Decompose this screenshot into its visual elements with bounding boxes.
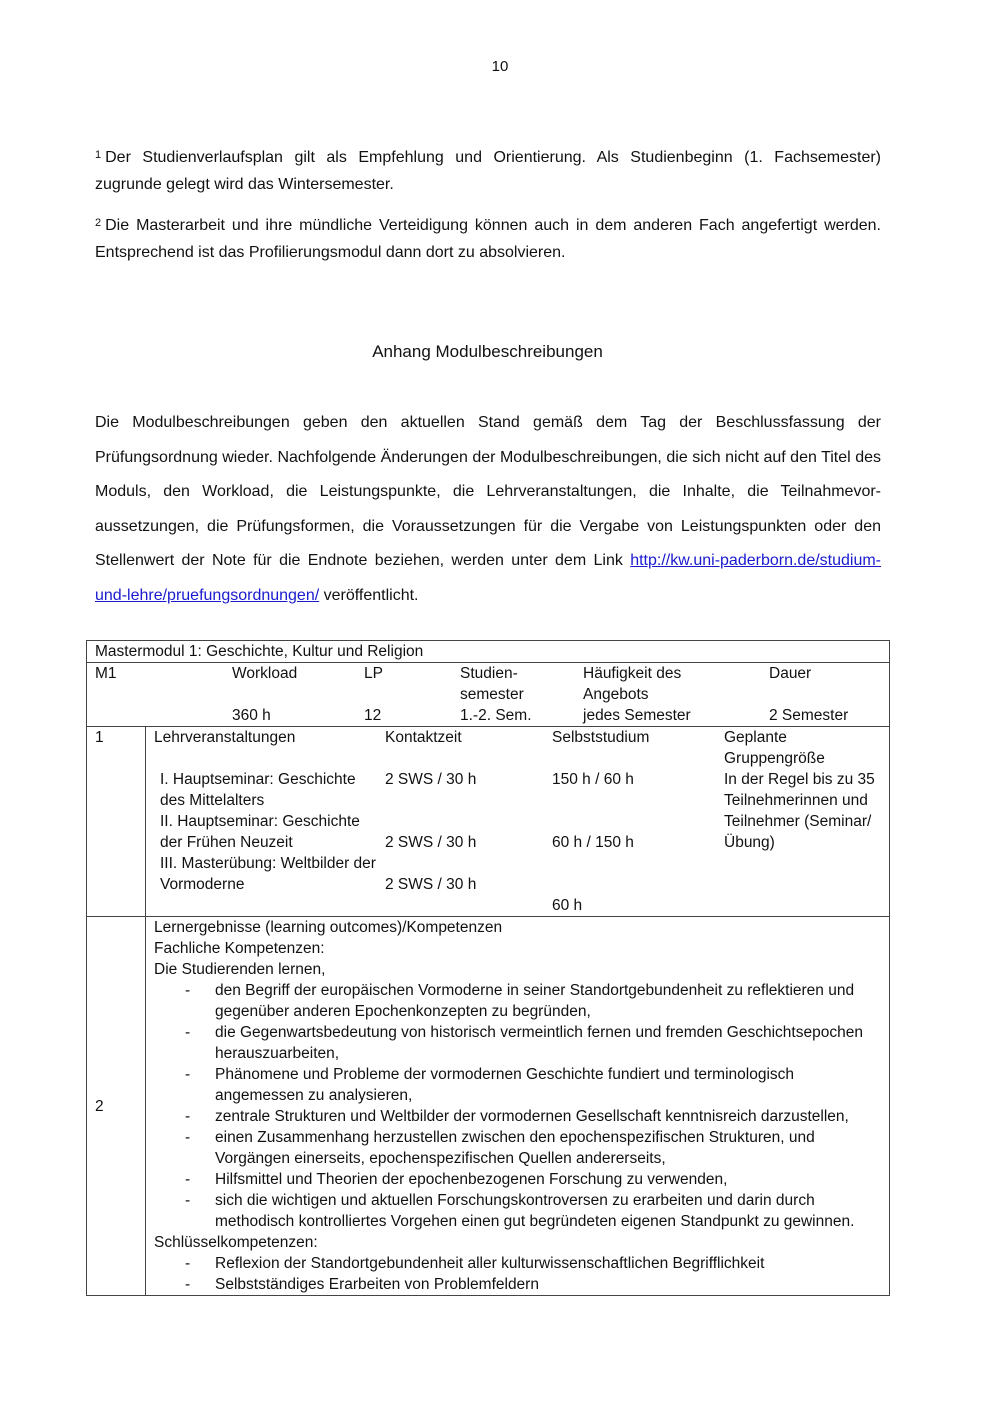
semester-label: Studien- — [460, 665, 518, 682]
row-number-2: 2 — [87, 917, 146, 1296]
list-item: - einen Zusammenhang herzustellen zwischen den epochenspezifischen Strukturen, und Vorgängen einerseits, epochenspezifischen Quellen andererseits, — [154, 1127, 881, 1169]
workload-cell — [232, 663, 364, 726]
list-item: - Reflexion der Standortgebundenheit aller kulturwissenschaftlichen Begrifflichkeit — [154, 1253, 881, 1274]
regulations-link[interactable]: http://kw.uni-paderborn.de/studium-und-lehre/pruefungsordnungen/ — [95, 552, 882, 604]
frequency-value: jedes Semester — [583, 707, 691, 724]
group-size-text: In der Regel bis zu 35 Teilnehmerinnen und Teilnehmer (Seminar/Übung) — [724, 771, 875, 851]
contact-value-2: 2 SWS / 30 h — [385, 834, 477, 851]
contact-value-3: 2 SWS / 30 h — [385, 876, 477, 893]
footnote-mark: 1 — [95, 149, 102, 161]
row-number-1: 1 — [87, 727, 146, 917]
group-size-cell — [724, 727, 889, 916]
list-item: - Selbstständiges Erarbeiten von Problemfeldern — [154, 1274, 881, 1295]
course-item-2: II. Hauptseminar: Geschichte der Frühen Neuzeit — [160, 813, 360, 851]
subject-competences-intro: Die Studierenden lernen, — [154, 961, 326, 978]
duration-label: Dauer — [769, 665, 812, 682]
self-study-value-1: 150 h / 60 h — [552, 771, 634, 788]
list-item: - Phänomene und Probleme der vormodernen Geschichte fundiert und terminologisch angemessen zu analysieren, — [154, 1064, 881, 1106]
lp-label: LP — [364, 665, 383, 682]
footnote-2 — [95, 212, 881, 266]
module-code: M1 — [95, 665, 117, 682]
frequency-label: Häufigkeit des — [583, 665, 682, 682]
self-study-value-2: 60 h / 150 h — [552, 834, 634, 851]
workload-value: 360 h — [232, 707, 271, 724]
frequency-label-2: Angebots — [583, 686, 649, 703]
self-study-cell — [552, 727, 724, 916]
workload-label: Workload — [232, 665, 298, 682]
lp-value: 12 — [364, 707, 382, 724]
list-item: - den Begriff der europäischen Vormoderne in seiner Standortgebundenheit zu reflektieren und gegenüber anderen Epochenkonzepten zu begründen, — [154, 980, 881, 1022]
group-size-header: Geplante Gruppengröße — [724, 729, 825, 767]
duration-value: 2 Semester — [769, 707, 849, 724]
semester-label-2: semester — [460, 686, 524, 703]
page-number: 10 — [491, 58, 509, 75]
footnote-text: Die Masterarbeit und ihre mündliche Verteidigung können auch in dem anderen Fach angefertigt werden. Entsprechend ist das Profilierungsmodul dann dort zu absolvieren. — [95, 217, 881, 261]
semester-value: 1.-2. Sem. — [460, 707, 532, 724]
course-item-3: III. Masterübung: Weltbilder der Vormoderne — [160, 855, 376, 893]
duration-cell — [759, 663, 889, 726]
intro-tail: veröffentlicht. — [323, 586, 419, 604]
list-item: - die Gegenwartsbedeutung von historisch vermeintlich fernen und fremden Geschichtsepochen herauszuarbeiten, — [154, 1022, 881, 1064]
courses-cell — [146, 727, 385, 916]
module-meta-row — [87, 663, 890, 727]
list-item: - sich die wichtigen und aktuellen Forschungskontroversen zu erarbeiten und darin durch methodisch kontrolliertes Vorgehen einen gut begründeten eigenen Standpunkt zu gewinnen. — [154, 1190, 881, 1232]
contact-value-1: 2 SWS / 30 h — [385, 771, 477, 788]
key-competences-title: Schlüsselkompetenzen: — [154, 1234, 318, 1251]
semester-cell — [460, 663, 583, 726]
section-heading: Anhang Modulbeschreibungen — [372, 342, 603, 361]
module-title: Mastermodul 1: Geschichte, Kultur und Religion — [87, 641, 890, 663]
outcomes-title: Lernergebnisse (learning outcomes)/Kompetenzen — [154, 919, 503, 936]
contact-cell — [385, 727, 552, 916]
footnote-mark: 2 — [95, 217, 102, 229]
courses-header: Lehrveranstaltungen — [154, 729, 296, 746]
module-code-cell — [87, 663, 232, 726]
self-study-value-3: 60 h — [552, 897, 583, 914]
footnote-text: Der Studienverlaufsplan gilt als Empfehlung und Orientierung. Als Studienbeginn (1. Fachsemester) zugrunde gelegt wird das Wintersemester. — [95, 149, 881, 193]
self-study-header: Selbststudium — [552, 729, 650, 746]
list-item: - Hilfsmittel und Theorien der epochenbezogenen Forschung zu verwenden, — [154, 1169, 881, 1190]
courses-row — [146, 727, 890, 917]
subject-competences-list — [154, 980, 881, 1232]
footnote-1 — [95, 144, 881, 198]
key-competences-list — [154, 1253, 881, 1295]
subject-competences-title: Fachliche Kompetenzen: — [154, 940, 325, 957]
list-item: - zentrale Strukturen und Weltbilder der vormodernen Gesellschaft kenntnisreich darzustellen, — [154, 1106, 881, 1127]
intro-text: Die Modulbeschreibungen geben den aktuellen Stand gemäß dem Tag der Beschlussfassung der Prüfungsordnung wieder. Nachfolgende Änderungen der Modulbeschreibungen, die sich nicht auf den Titel des Moduls, den Workload, die Leistungspunkte, die Lehrveranstaltungen, die Inhalte, die Teilnahmevor-aussetzungen, die Prüfungsformen, die Voraussetzungen für die Vergabe von Leistungspunkten oder den Stellenwert der Note für die Endnote beziehen, werden unter dem Link — [95, 414, 881, 570]
lp-cell — [364, 663, 460, 726]
frequency-cell — [583, 663, 759, 726]
course-item-1: I. Hauptseminar: Geschichte des Mittelalters — [160, 771, 356, 809]
module-table — [86, 640, 890, 1296]
contact-header: Kontaktzeit — [385, 729, 462, 746]
outcomes-cell — [146, 917, 890, 1296]
intro-paragraph — [95, 406, 881, 614]
